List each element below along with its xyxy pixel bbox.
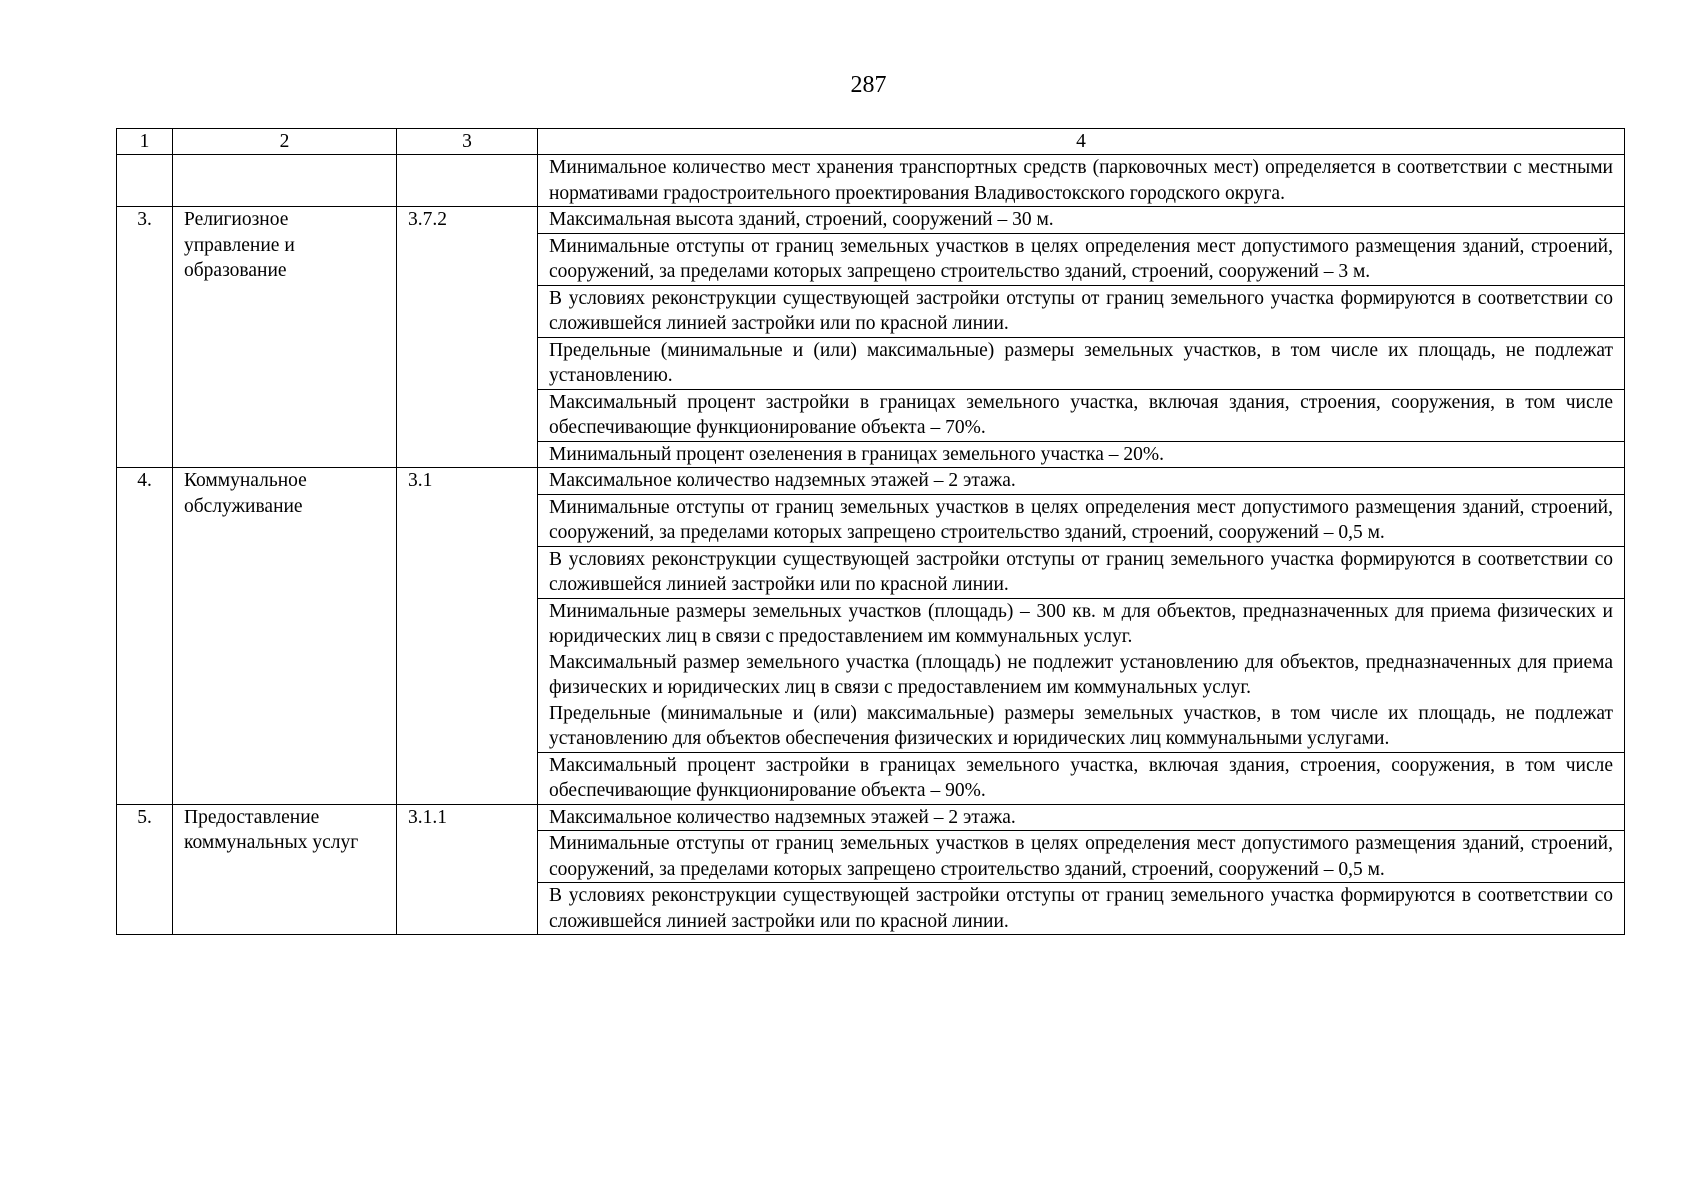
table-row-continued	[117, 155, 1625, 207]
parameter-cell: Максимальная высота зданий, строений, сооружений – 30 м.	[538, 207, 1625, 234]
code-cell: 3.1	[397, 468, 538, 805]
table-row	[117, 468, 1625, 495]
parameter-cell: В условиях реконструкции существующей застройки отступы от границ земельного участка формируются в соответствии со сложившейся линией застройки или по красной линии.	[538, 285, 1625, 337]
use-type-cell: Предоставление коммунальных услуг	[173, 804, 397, 935]
parameter-cell: Максимальное количество надземных этажей – 2 этажа.	[538, 804, 1625, 831]
column-header-2: 2	[173, 129, 397, 155]
code-cell: 3.7.2	[397, 207, 538, 468]
parameter-cell: Предельные (минимальные и (или) максимальные) размеры земельных участков, в том числе их площадь, не подлежат установлению.	[538, 337, 1625, 389]
use-type-cell: Религиозное управление и образование	[173, 207, 397, 468]
parameter-cell: Минимальные отступы от границ земельных участков в целях определения мест допустимого размещения зданий, строений, сооружений, за пределами которых запрещено строительство зданий, строений, сооружений – 3 м.	[538, 233, 1625, 285]
parameter-cell: Максимальное количество надземных этажей – 2 этажа.	[538, 468, 1625, 495]
parameter-cell: Минимальное количество мест хранения транспортных средств (парковочных мест) определяется в соответствии с местными нормативами градостроительного проектирования Владивостокского городского округа.	[538, 155, 1625, 207]
parameter-cell: В условиях реконструкции существующей застройки отступы от границ земельного участка формируются в соответствии со сложившейся линией застройки или по красной линии.	[538, 546, 1625, 598]
parameter-cell: Минимальный процент озеленения в границах земельного участка – 20%.	[538, 441, 1625, 468]
parameter-cell: В условиях реконструкции существующей застройки отступы от границ земельного участка формируются в соответствии со сложившейся линией застройки или по красной линии.	[538, 883, 1625, 935]
code-cell: 3.1.1	[397, 804, 538, 935]
regulations-table	[116, 128, 1625, 935]
column-header-1: 1	[117, 129, 173, 155]
parameter-paragraph: Максимальный размер земельного участка (площадь) не подлежит установлению для объектов, предназначенных для приема физических и юридических лиц в связи с предоставлением им коммунальных услуг.	[549, 651, 1613, 698]
use-type-cell	[173, 155, 397, 207]
parameter-cell: Минимальные отступы от границ земельных участков в целях определения мест допустимого размещения зданий, строений, сооружений, за пределами которых запрещено строительство зданий, строений, сооружений – 0,5 м.	[538, 494, 1625, 546]
table-row	[117, 804, 1625, 831]
row-number-cell	[117, 155, 173, 207]
parameter-cell	[538, 598, 1625, 752]
code-cell	[397, 155, 538, 207]
parameter-cell: Минимальные отступы от границ земельных участков в целях определения мест допустимого размещения зданий, строений, сооружений, за пределами которых запрещено строительство зданий, строений, сооружений – 0,5 м.	[538, 831, 1625, 883]
row-number-cell: 5.	[117, 804, 173, 935]
parameter-paragraph: Минимальные размеры земельных участков (площадь) – 300 кв. м для объектов, предназначенных для приема физических и юридических лиц в связи с предоставлением им коммунальных услуг.	[549, 600, 1613, 647]
parameter-cell: Максимальный процент застройки в границах земельного участка, включая здания, строения, сооружения, в том числе обеспечивающие функционирование объекта – 70%.	[538, 389, 1625, 441]
row-number-cell: 4.	[117, 468, 173, 805]
table-row	[117, 207, 1625, 234]
row-number-cell: 3.	[117, 207, 173, 468]
parameter-paragraph: Предельные (минимальные и (или) максимальные) размеры земельных участков, в том числе их площадь, не подлежат установлению для объектов обеспечения физических и юридических лиц коммунальными услугами.	[549, 702, 1613, 749]
parameter-cell: Максимальный процент застройки в границах земельного участка, включая здания, строения, сооружения, в том числе обеспечивающие функционирование объекта – 90%.	[538, 752, 1625, 804]
table-header-row	[117, 129, 1625, 155]
use-type-cell: Коммунальное обслуживание	[173, 468, 397, 805]
column-header-3: 3	[397, 129, 538, 155]
column-header-4: 4	[538, 129, 1625, 155]
page-number: 287	[850, 72, 887, 98]
